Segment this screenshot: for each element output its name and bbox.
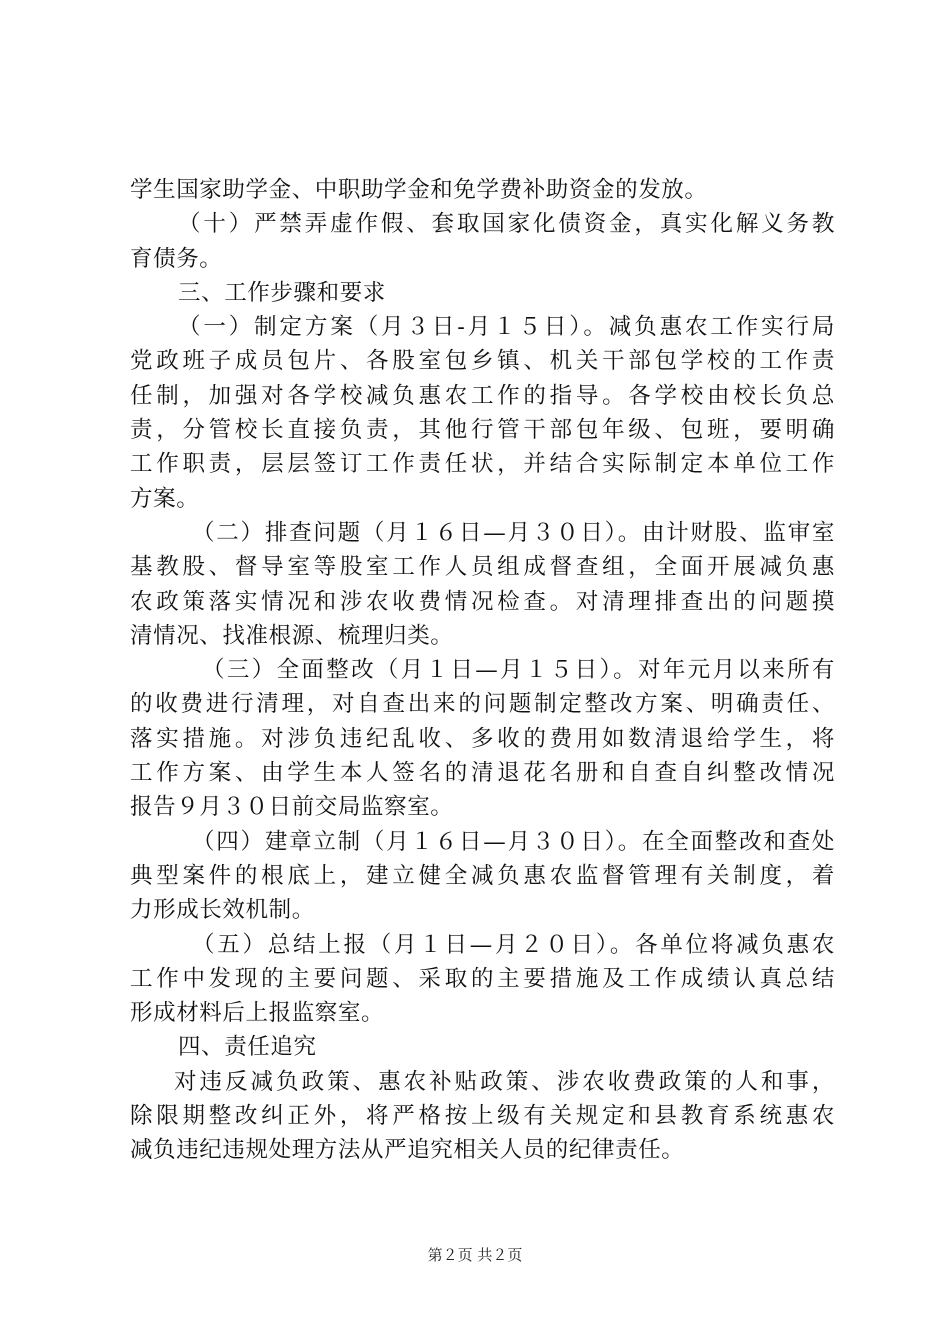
text-line: 党政班子成员包片、各股室包乡镇、机关干部包学校的工作责: [130, 348, 835, 375]
section-heading: 三、工作步骤和要求: [178, 279, 386, 306]
text-line: 除限期整改纠正外，将严格按上级有关规定和县教育系统惠农: [130, 1103, 835, 1130]
text-line: 责，分管校长直接负责，其他行管干部包年级、包班，要明确: [130, 417, 835, 444]
text-line: 学生国家助学金、中职助学金和免学费补助资金的发放。: [130, 177, 708, 203]
page-number-footer: 第２页 共２页: [427, 1246, 523, 1264]
text-line: 清情况、找准根源、梳理归类。: [130, 622, 454, 649]
text-line: 育债务。: [130, 245, 223, 272]
text-line: 工作中发现的主要问题、采取的主要措施及工作成绩认真总结: [130, 965, 835, 992]
text-line: 工作方案、由学生本人签名的清退花名册和自查自纠整改情况: [130, 760, 835, 787]
text-line: 任制，加强对各学校减负惠农工作的指导。各学校由校长负总: [130, 382, 835, 409]
text-line: 力形成长效机制。: [130, 897, 315, 924]
text-line: （五）总结上报（月１日—月２０日）。各单位将减负惠农: [192, 931, 835, 958]
text-line: 方案。: [130, 485, 200, 512]
text-line: 报告９月３０日前交局监察室。: [130, 794, 454, 821]
text-line: 工作职责，层层签订工作责任状，并结合实际制定本单位工作: [130, 451, 835, 478]
text-line: 减负违纪违规处理方法从严追究相关人员的纪律责任。: [130, 1137, 685, 1164]
text-line: 的收费进行清理，对自查出来的问题制定整改方案、明确责任、: [130, 691, 835, 718]
text-line: （二）排查问题（月１６日—月３０日）。由计财股、监审室: [192, 519, 835, 546]
section-heading: 四、责任追究: [178, 1034, 317, 1061]
document-body: [130, 173, 835, 1168]
text-line: （三）全面整改（月１日—月１５日）。对年元月以来所有: [202, 657, 835, 684]
text-line: 对违反减负政策、惠农补贴政策、涉农收费政策的人和事，: [174, 1068, 835, 1095]
text-line: 基教股、督导室等股室工作人员组成督查组，全面开展减负惠: [130, 554, 835, 581]
text-line: 农政策落实情况和涉农收费情况检查。对清理排查出的问题摸: [130, 588, 835, 615]
text-line: （一）制定方案（月３日-月１５日）。减负惠农工作实行局: [178, 314, 835, 341]
text-line: （十）严禁弄虚作假、套取国家化债资金，真实化解义务教: [178, 211, 835, 238]
text-line: 形成材料后上报监察室。: [130, 1000, 385, 1027]
text-line: 落实措施。对涉负违纪乱收、多收的费用如数清退给学生，将: [130, 725, 835, 752]
text-line: （四）建章立制（月１６日—月３０日）。在全面整改和查处: [192, 828, 835, 855]
text-line: 典型案件的根底上，建立健全减负惠农监督管理有关制度，着: [130, 862, 835, 889]
